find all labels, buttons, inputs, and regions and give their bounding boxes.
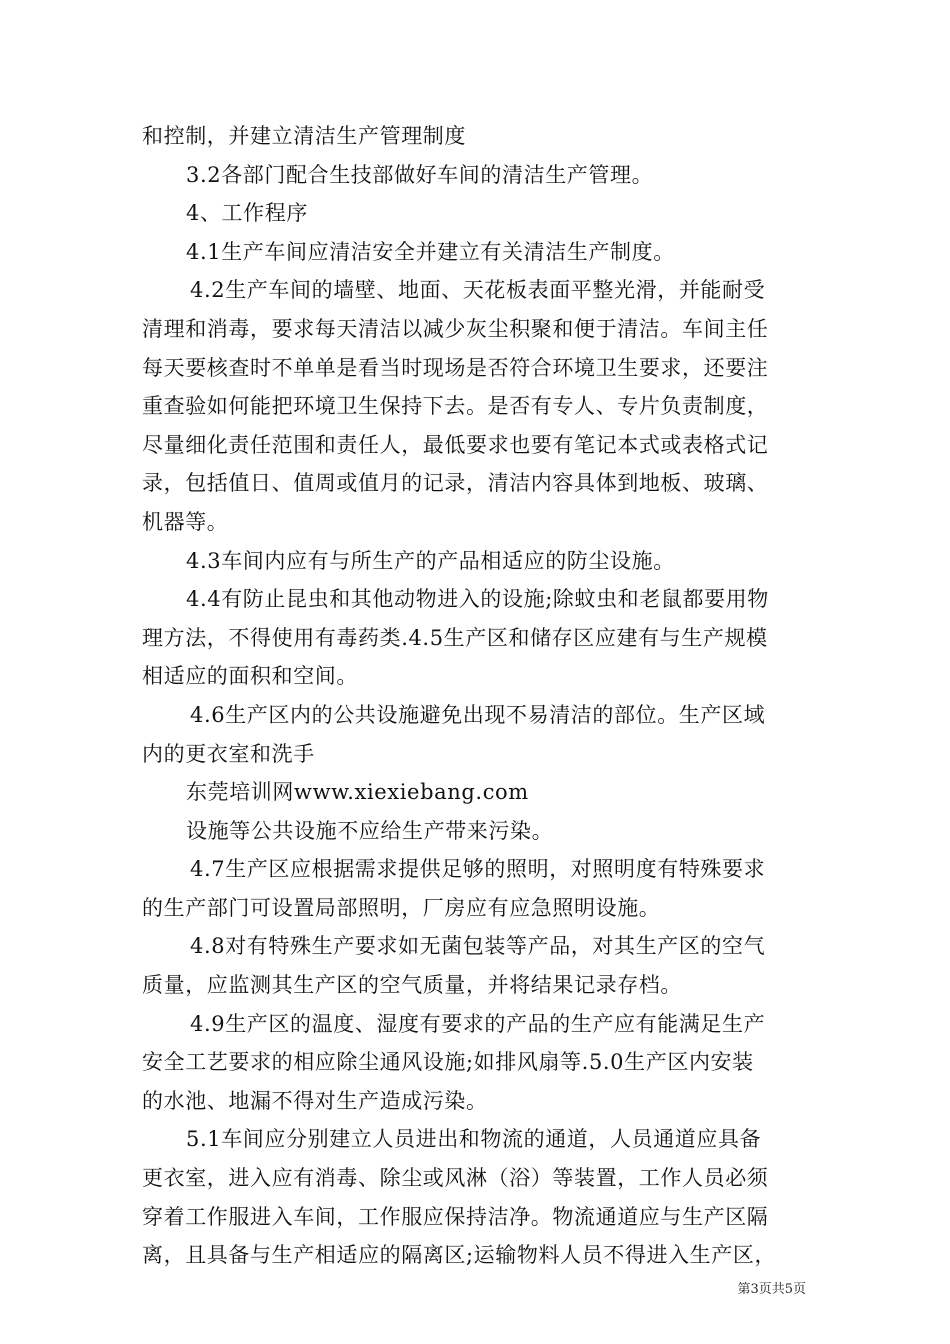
text-line: 离，且具备与生产相适应的隔离区;运输物料人员不得进入生产区， bbox=[142, 1243, 777, 1268]
section-heading: 4、工作程序 bbox=[186, 201, 308, 226]
text-line: 和控制，并建立清洁生产管理制度 bbox=[142, 124, 466, 148]
text-line: 穿着工作服进入车间，工作服应保持洁净。物流通道应与生产区隔 bbox=[142, 1204, 769, 1229]
text-line: 尽量细化责任范围和责任人，最低要求也要有笔记本式或表格式记 bbox=[142, 432, 769, 457]
text-line: 的水池、地漏不得对生产造成污染。 bbox=[142, 1088, 488, 1113]
source-line: 东莞培训网www.xiexiebang.com bbox=[186, 780, 529, 805]
text-line: 4.6生产区内的公共设施避免出现不易清洁的部位。生产区域 bbox=[190, 702, 766, 727]
text-line: 质量，应监测其生产区的空气质量，并将结果记录存档。 bbox=[142, 973, 682, 998]
text-line: 4.4有防止昆虫和其他动物进入的设施;除蚊虫和老鼠都要用物 bbox=[186, 587, 769, 612]
text-line: 设施等公共设施不应给生产带来污染。 bbox=[186, 818, 554, 843]
text-line: 4.3车间内应有与所生产的产品相适应的防尘设施。 bbox=[186, 548, 675, 573]
text-line: 理方法，不得使用有毒药类.4.5生产区和储存区应建有与生产规模 bbox=[142, 625, 768, 650]
text-line: 4.9生产区的温度、湿度有要求的产品的生产应有能满足生产 bbox=[190, 1011, 766, 1036]
text-line: 更衣室，进入应有消毒、除尘或风淋（浴）等装置，工作人员必须 bbox=[142, 1166, 769, 1191]
text-line: 的生产部门可设置局部照明，厂房应有应急照明设施。 bbox=[142, 895, 661, 920]
text-line: 4.8对有特殊生产要求如无菌包装等产品，对其生产区的空气 bbox=[190, 934, 766, 959]
text-line: 5.1车间应分别建立人员进出和物流的通道，人员通道应具备 bbox=[186, 1127, 762, 1152]
text-line: 内的更衣室和洗手 bbox=[142, 741, 315, 766]
text-line: 3.2各部门配合生技部做好车间的清洁生产管理。 bbox=[186, 162, 654, 187]
text-line: 机器等。 bbox=[142, 509, 229, 534]
document-body bbox=[142, 117, 810, 1275]
text-line: 安全工艺要求的相应除尘通风设施;如排风扇等.5.0生产区内安装 bbox=[142, 1050, 754, 1075]
text-line: 4.2生产车间的墙壁、地面、天花板表面平整光滑，并能耐受 bbox=[190, 278, 766, 303]
page-number: 第3页共5页 bbox=[737, 1282, 806, 1297]
text-line: 清理和消毒，要求每天清洁以减少灰尘积聚和便于清洁。车间主任 bbox=[142, 316, 769, 341]
text-line: 相适应的面积和空间。 bbox=[142, 664, 358, 689]
text-line: 4.1生产车间应清洁安全并建立有关清洁生产制度。 bbox=[186, 239, 675, 264]
text-line: 4.7生产区应根据需求提供足够的照明，对照明度有特殊要求 bbox=[190, 857, 766, 882]
text-line: 录，包括值日、值周或值月的记录，清洁内容具体到地板、玻璃、 bbox=[142, 471, 769, 496]
text-line: 重查验如何能把环境卫生保持下去。是否有专人、专片负责制度， bbox=[142, 394, 769, 419]
text-line: 每天要核查时不单单是看当时现场是否符合环境卫生要求，还要注 bbox=[142, 355, 769, 380]
